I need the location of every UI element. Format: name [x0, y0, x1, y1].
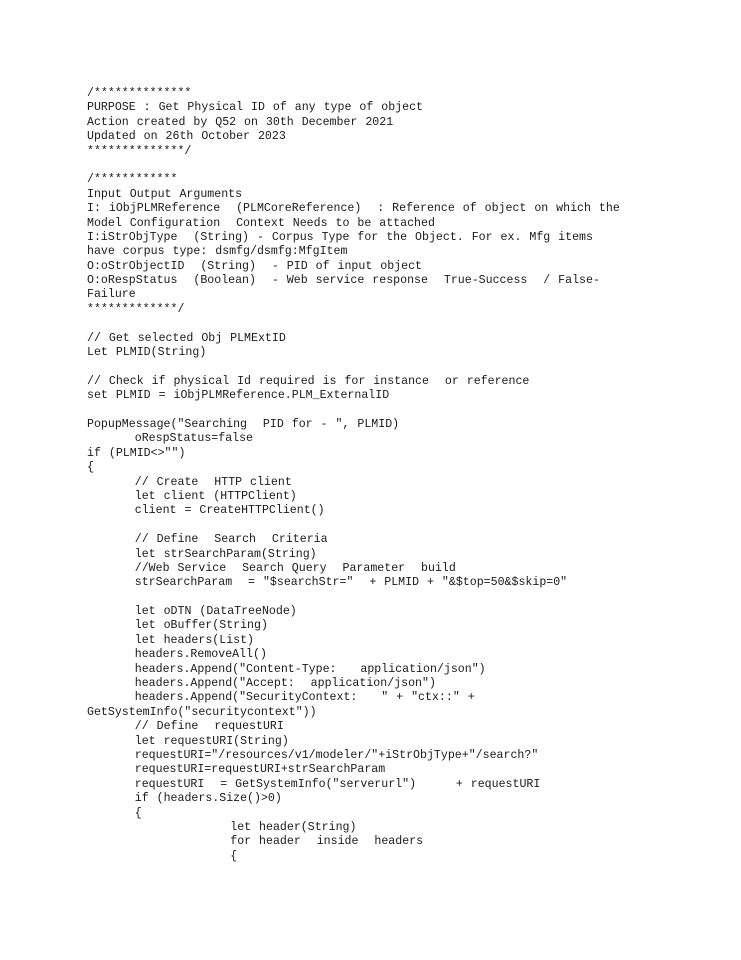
code-line: Action created by Q52 on 30th December 2021 — [87, 115, 394, 129]
code-line: client = CreateHTTPClient() — [87, 504, 325, 518]
code-line — [87, 519, 620, 533]
code-line: // Create HTTP client — [87, 475, 292, 489]
code-line: //Web Service Search Query Parameter build — [87, 561, 456, 575]
code-line: Let PLMID(String) — [87, 346, 207, 360]
code-line: let requestURI(String) — [87, 734, 289, 748]
code-line: requestURI="/resources/v1/modeler/"+iStrObjType+"/search?" — [87, 748, 539, 762]
code-line: let oBuffer(String) — [87, 619, 268, 633]
code-line: PopupMessage("Searching PID for - ", PLMID) — [87, 417, 400, 431]
code-line: strSearchParam = "$searchStr=" + PLMID + "&$top=50&$skip=0" — [87, 576, 568, 590]
code-line: headers.Append("Content-Type: application/json") — [87, 662, 486, 676]
code-line: // Get selected Obj PLMExtID — [87, 331, 286, 345]
code-line: oRespStatus=false — [87, 432, 254, 446]
code-line — [87, 159, 620, 173]
code-line: let oDTN (DataTreeNode) — [87, 605, 297, 619]
code-line: requestURI=requestURI+strSearchParam — [87, 763, 386, 777]
code-line: { — [87, 849, 238, 863]
code-line: I: iObjPLMReference (PLMCoreReference) : Reference of object on which the — [87, 202, 620, 216]
code-line: // Check if physical Id required is for instance or reference — [87, 374, 530, 388]
code-line: **************/ — [87, 144, 192, 158]
code-line: Updated on 26th October 2023 — [87, 130, 286, 144]
code-line: O:oStrObjectID (String) - PID of input object — [87, 259, 422, 273]
code-line: requestURI = GetSystemInfo("serverurl") + requestURI — [87, 777, 541, 791]
code-line: { — [87, 461, 94, 475]
code-line: // Define requestURI — [87, 720, 284, 734]
code-line: Failure — [87, 288, 136, 302]
code-line: PURPOSE : Get Physical ID of any type of object — [87, 101, 423, 115]
code-line: GetSystemInfo("securitycontext")) — [87, 705, 317, 719]
code-line: *************/ — [87, 302, 185, 316]
code-line: I:iStrObjType (String) - Corpus Type for the Object. For ex. Mfg items — [87, 230, 593, 244]
code-line: if (PLMID<>"") — [87, 446, 186, 460]
code-line: for header inside headers — [87, 835, 424, 849]
code-block — [87, 87, 620, 864]
code-line — [87, 317, 620, 331]
code-line — [87, 404, 620, 418]
code-line: O:oRespStatus (Boolean) - Web service response True-Success / False- — [87, 274, 600, 288]
code-line: let headers(List) — [87, 633, 255, 647]
code-line: have corpus type: dsmfg/dsmfg:MfgItem — [87, 245, 348, 259]
code-line: let header(String) — [87, 820, 357, 834]
code-line: Input Output Arguments — [87, 187, 243, 201]
code-line: Model Configuration Context Needs to be attached — [87, 216, 435, 230]
code-line — [87, 591, 620, 605]
code-line: headers.Append("SecurityContext: " + "ctx::" + — [87, 691, 475, 705]
code-line: let strSearchParam(String) — [87, 547, 317, 561]
code-line: /************ — [87, 173, 178, 187]
code-line: { — [87, 806, 142, 820]
code-line: headers.Append("Accept: application/json") — [87, 677, 436, 691]
code-line — [87, 360, 620, 374]
code-line: /************** — [87, 87, 192, 100]
code-line: if (headers.Size()>0) — [87, 792, 282, 806]
code-line: set PLMID = iObjPLMReference.PLM_ExternalID — [87, 389, 390, 403]
code-line: // Define Search Criteria — [87, 533, 328, 547]
code-line: let client (HTTPClient) — [87, 489, 297, 503]
code-line: headers.RemoveAll() — [87, 648, 267, 662]
